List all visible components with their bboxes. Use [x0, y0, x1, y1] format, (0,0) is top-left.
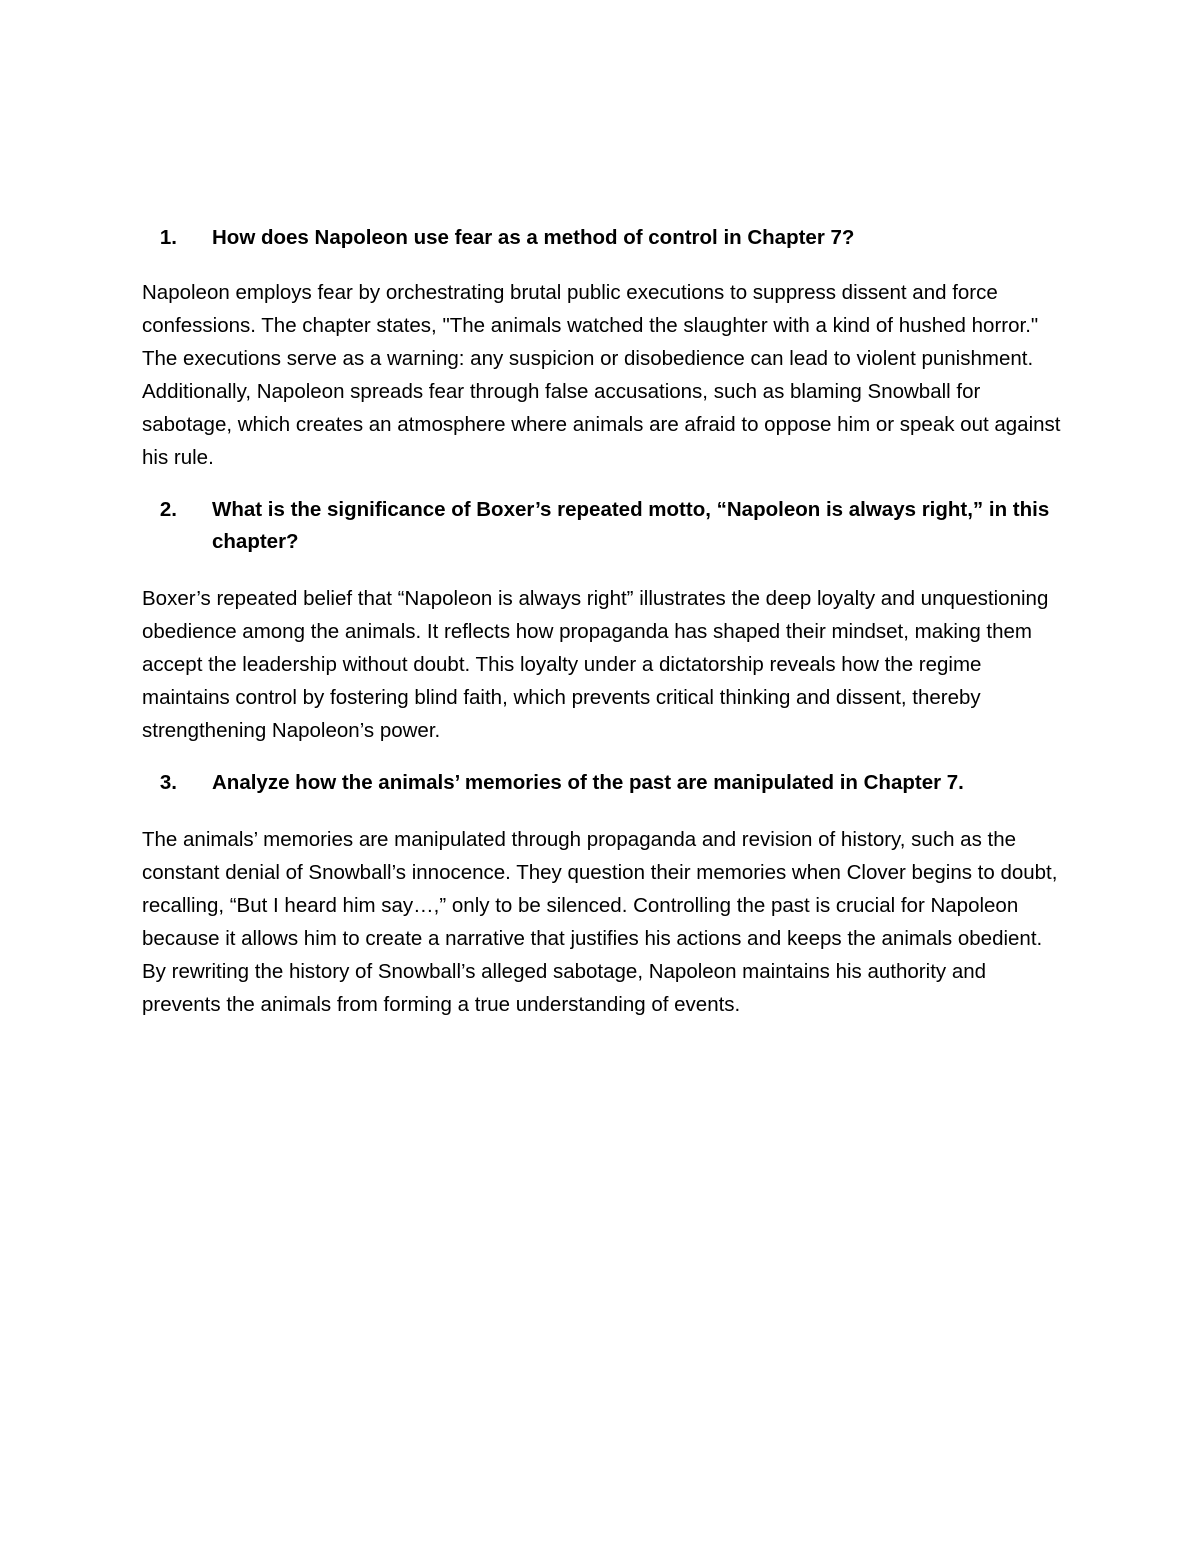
question-2-text: What is the significance of Boxer’s repeated motto, “Napoleon is always right,” in this chapter?: [212, 498, 1050, 553]
question-3-number: 3.: [159, 771, 177, 794]
question-1-number: 1.: [159, 226, 177, 249]
answer-3: The animals’ memories are manipulated through propaganda and revision of history, such as the constant denial of Snowball’s innocence. They question their memories when Clover begins to doubt, recalling, “But I heard him say…,” only to be silenced. Controlling the past is crucial for Napoleon because it allows him to create a narrative that justifies his actions and keeps the animals obedient. By rewriting the history of Snowball’s alleged sabotage, Napoleon maintains his authority and prevents the animals from forming a true understanding of events.: [142, 828, 1058, 1016]
question-2: [142, 494, 1062, 558]
document-body: [142, 222, 1062, 1021]
answer-1: Napoleon employs fear by orchestrating brutal public executions to suppress dissent and force confessions. The chapter states, "The animals watched the slaughter with a kind of hushed horror." The executions serve as a warning: any suspicion or disobedience can lead to violent punishment. Additionally, Napoleon spreads fear through false accusations, such as blaming Snowball for sabotage, which creates an atmosphere where animals are afraid to oppose him or speak out against his rule.: [142, 281, 1061, 469]
question-3-text: Analyze how the animals’ memories of the past are manipulated in Chapter 7.: [212, 771, 964, 794]
question-3: [142, 767, 1062, 799]
answer-2: Boxer’s repeated belief that “Napoleon is always right” illustrates the deep loyalty and unquestioning obedience among the animals. It reflects how propaganda has shaped their mindset, making them accept the leadership without doubt. This loyalty under a dictatorship reveals how the regime maintains control by fostering blind faith, which prevents critical thinking and dissent, thereby strengthening Napoleon’s power.: [142, 587, 1049, 742]
question-2-number: 2.: [159, 498, 177, 521]
question-1-text: How does Napoleon use fear as a method of control in Chapter 7?: [212, 226, 855, 249]
question-1: [142, 222, 1062, 254]
